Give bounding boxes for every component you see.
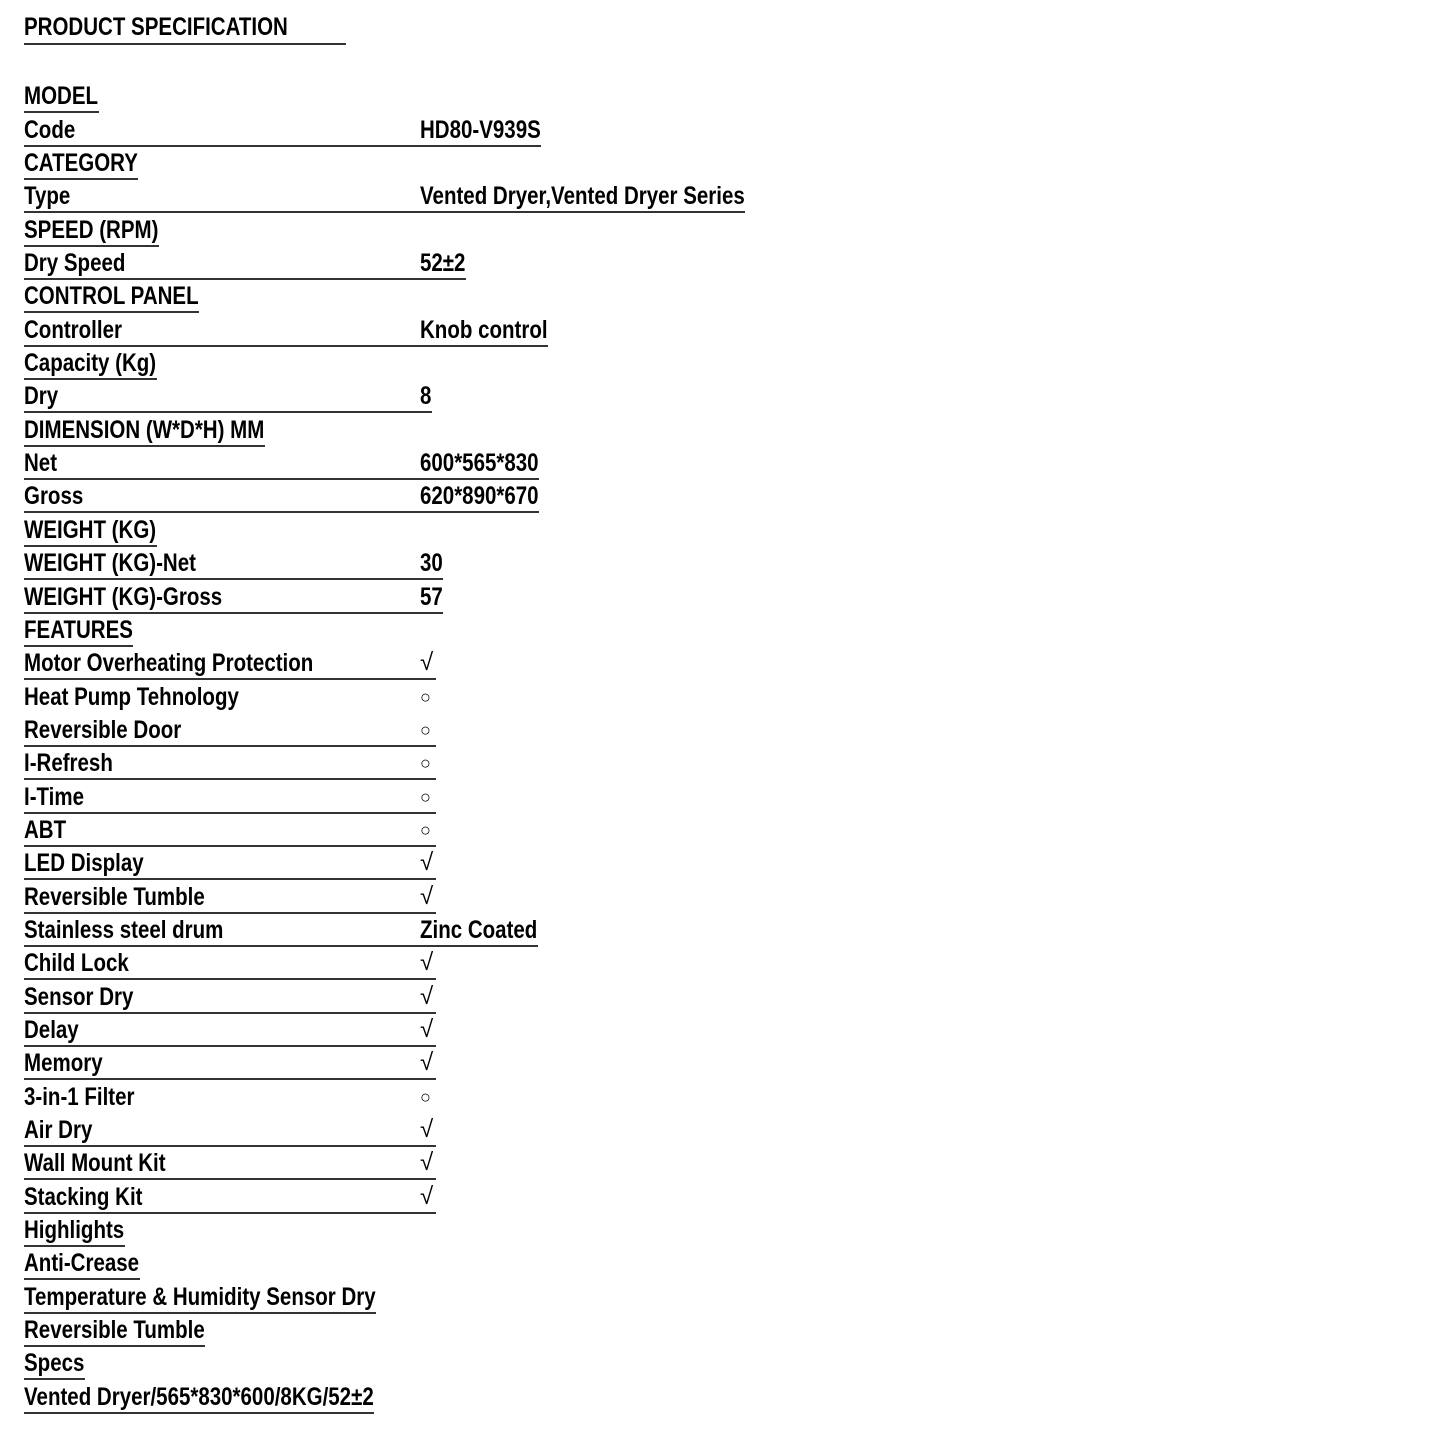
spec-row-wall-mount-kit [24, 1147, 745, 1180]
spec-label: Controller [24, 315, 122, 344]
section-header-control-panel [24, 280, 745, 313]
check-mark-icon: √ [420, 1116, 434, 1143]
section-header-label: Capacity (Kg) [24, 349, 157, 378]
section-header-label: SPEED (RPM) [24, 215, 159, 244]
section-header-label: FEATURES [24, 615, 133, 644]
spec-value: 620*890*670 [420, 482, 539, 511]
check-mark-icon: √ [420, 1049, 434, 1077]
spec-label: Reversible Tumble [24, 882, 205, 911]
spec-row-underline [24, 180, 745, 213]
spec-label: Heat Pump Tehnology [24, 682, 239, 711]
spec-label: Motor Overheating Protection [24, 649, 314, 678]
check-mark-icon: √ [420, 1182, 434, 1210]
spec-row-underline [24, 547, 443, 580]
spec-row-underline [24, 447, 539, 480]
spec-row-delay [24, 1014, 745, 1047]
spec-label: Sensor Dry [24, 982, 134, 1011]
spec-row-underline [24, 914, 538, 947]
spec-label: Dry [24, 382, 59, 411]
spec-label: Code [24, 115, 76, 144]
spec-value: 57 [420, 582, 443, 611]
spec-label: I-Refresh [24, 749, 113, 778]
spec-row-underline [24, 1214, 125, 1247]
spec-row-controller [24, 313, 745, 346]
spec-label: Dry Speed [24, 249, 126, 278]
spec-row-weight-kg-gross [24, 580, 745, 613]
spec-label: Reversible Door [24, 715, 182, 744]
spec-row-dry [24, 380, 745, 413]
section-header-label: CATEGORY [24, 149, 138, 178]
spec-value: Vented Dryer,Vented Dryer Series [420, 182, 745, 211]
spec-row-abt [24, 814, 745, 847]
spec-row-underline [24, 1314, 205, 1347]
section-header-capacity-kg [24, 347, 745, 380]
spec-value: 52±2 [420, 249, 466, 278]
spec-row-underline [24, 647, 436, 680]
spec-value: 8 [420, 382, 432, 411]
spec-row-code [24, 113, 745, 146]
spec-value: Zinc Coated [420, 915, 538, 944]
spec-label: WEIGHT (KG)-Net [24, 549, 196, 578]
section-header-weight-kg [24, 513, 745, 546]
spec-row-underline [24, 214, 159, 247]
spec-row-underline [24, 714, 436, 747]
spec-row-underline [24, 480, 539, 513]
spec-value: 30 [420, 549, 443, 578]
spec-row-heat-pump-tehnology [24, 680, 745, 713]
section-header-specs [24, 1347, 745, 1380]
spec-label: Delay [24, 1015, 79, 1044]
spec-row-underline [24, 147, 138, 180]
spec-value: 600*565*830 [420, 449, 539, 478]
section-header-label: Anti-Crease [24, 1249, 140, 1278]
check-mark-icon: √ [420, 649, 434, 677]
spec-row-underline [24, 1347, 85, 1380]
spec-label: 3-in-1 Filter [24, 1082, 135, 1111]
section-header-highlights [24, 1214, 745, 1247]
spec-value: Knob control [420, 315, 548, 344]
spec-row-underline [24, 947, 436, 980]
section-header-features [24, 614, 745, 647]
section-header-label: Highlights [24, 1216, 125, 1245]
section-header-label: Temperature & Humidity Sensor Dry [24, 1282, 376, 1311]
spec-row-child-lock [24, 947, 745, 980]
optional-circle-icon: ○ [420, 819, 431, 840]
section-header-label: CONTROL PANEL [24, 282, 199, 311]
spec-label: LED Display [24, 849, 144, 878]
spec-row-underline [24, 80, 99, 113]
spec-label: Type [24, 182, 71, 211]
spec-row-underline [24, 847, 436, 880]
spec-row-led-display [24, 847, 745, 880]
spec-row-underline [24, 881, 436, 914]
spec-row-i-refresh [24, 747, 745, 780]
check-mark-icon: √ [420, 982, 434, 1010]
check-mark-icon: √ [420, 1149, 434, 1177]
section-header-speed-rpm [24, 213, 745, 246]
section-header-label: Vented Dryer/565*830*600/8KG/52±2 [24, 1382, 374, 1411]
spec-document [24, 12, 745, 1414]
spec-row-underline [24, 1381, 374, 1414]
spec-label: Wall Mount Kit [24, 1149, 166, 1178]
spec-row-underline [24, 1147, 436, 1180]
spec-row-underline [24, 1114, 436, 1147]
spec-row-underline [24, 814, 436, 847]
check-mark-icon: √ [420, 1015, 434, 1043]
spec-label: Memory [24, 1049, 103, 1078]
spec-label: Gross [24, 482, 84, 511]
spec-label: I-Time [24, 782, 85, 811]
spec-row-underline [24, 614, 133, 647]
spec-row-i-time [24, 780, 745, 813]
spec-row-dry-speed [24, 247, 745, 280]
spec-label: Air Dry [24, 1116, 93, 1144]
spec-row-underline [24, 1181, 436, 1214]
section-header-label: WEIGHT (KG) [24, 515, 157, 544]
spec-row-gross [24, 480, 745, 513]
spec-row-stacking-kit [24, 1180, 745, 1213]
spec-row-underline [24, 1281, 376, 1314]
spec-value: HD80-V939S [420, 115, 541, 144]
spec-row-sensor-dry [24, 980, 745, 1013]
spec-row-net [24, 447, 745, 480]
optional-circle-icon: ○ [420, 1086, 431, 1107]
spec-row-underline [24, 314, 548, 347]
section-header-model [24, 80, 745, 113]
section-header-temperature-humidity-sensor-dry [24, 1280, 745, 1313]
check-mark-icon: √ [420, 949, 434, 977]
spec-row-underline [24, 514, 157, 547]
spec-row-reversible-tumble [24, 880, 745, 913]
spec-label: Stainless steel drum [24, 915, 224, 944]
spec-row-underline [24, 681, 436, 714]
document-title-text: PRODUCT SPECIFICATION [24, 13, 288, 41]
spec-row-stainless-steel-drum [24, 914, 745, 947]
document-title [24, 12, 346, 45]
check-mark-icon: √ [420, 882, 434, 910]
spec-row-reversible-door [24, 714, 745, 747]
spec-row-underline [24, 747, 436, 780]
spec-row-underline [24, 1047, 436, 1080]
optional-circle-icon: ○ [420, 719, 431, 740]
optional-circle-icon: ○ [420, 753, 431, 774]
spec-row-3-in-1-filter [24, 1080, 745, 1113]
spec-row-memory [24, 1047, 745, 1080]
spec-rows [24, 80, 745, 1414]
section-header-reversible-tumble [24, 1314, 745, 1347]
spec-label: WEIGHT (KG)-Gross [24, 582, 223, 611]
spec-row-underline [24, 247, 466, 280]
spec-label: Net [24, 449, 58, 478]
spec-row-motor-overheating-protection [24, 647, 745, 680]
spec-row-underline [24, 114, 541, 147]
section-header-label: Reversible Tumble [24, 1316, 205, 1345]
spec-row-weight-kg-net [24, 547, 745, 580]
spec-row-underline [24, 414, 265, 447]
spec-row-underline [24, 280, 199, 313]
spec-row-underline [24, 1247, 140, 1280]
spec-row-underline [24, 1014, 436, 1047]
spec-row-type [24, 180, 745, 213]
spec-label: ABT [24, 815, 67, 844]
spec-row-underline [24, 581, 443, 614]
section-header-category [24, 147, 745, 180]
optional-circle-icon: ○ [420, 686, 431, 707]
section-header-anti-crease [24, 1247, 745, 1280]
spec-row-underline [24, 981, 436, 1014]
section-header-vented-dryer-565-830-600-8kg-52-2 [24, 1380, 745, 1413]
optional-circle-icon: ○ [420, 786, 431, 807]
spec-row-air-dry [24, 1114, 745, 1147]
spec-row-underline [24, 781, 436, 814]
spec-row-underline [24, 1081, 436, 1114]
spec-label: Child Lock [24, 949, 129, 978]
spec-row-underline [24, 347, 157, 380]
section-header-label: Specs [24, 1349, 85, 1378]
spec-label: Stacking Kit [24, 1182, 143, 1211]
check-mark-icon: √ [420, 849, 434, 877]
section-header-label: DIMENSION (W*D*H) MM [24, 415, 265, 444]
spec-row-underline [24, 380, 432, 413]
section-header-dimension-w-d-h-mm [24, 413, 745, 446]
section-header-label: MODEL [24, 82, 99, 111]
